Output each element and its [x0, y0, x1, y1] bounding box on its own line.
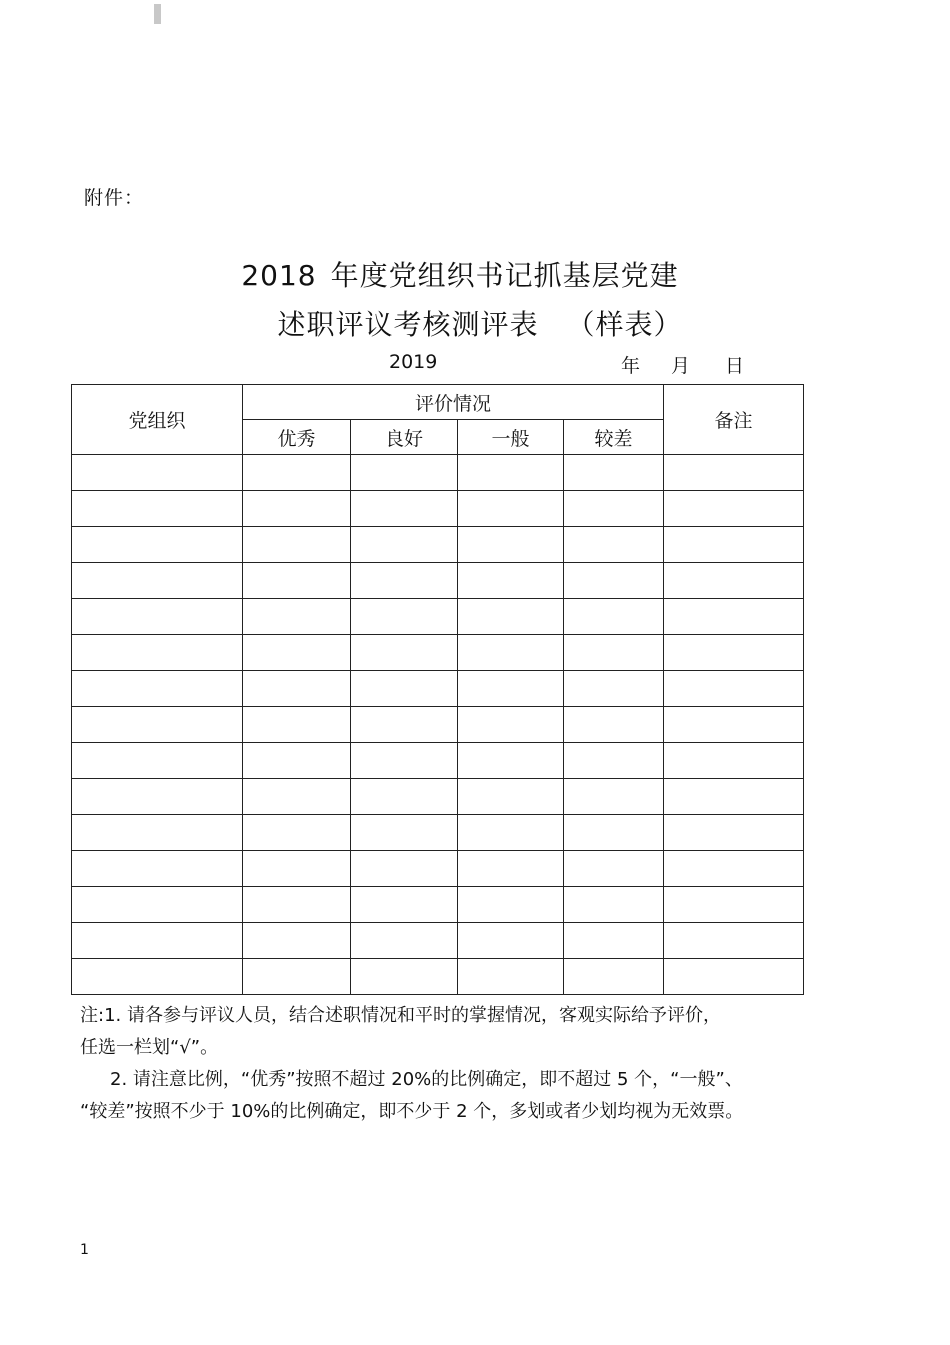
cell-average[interactable]	[458, 707, 564, 743]
cell-poor[interactable]	[564, 527, 664, 563]
cell-good[interactable]	[351, 527, 458, 563]
cell-organization[interactable]	[72, 563, 243, 599]
table-row	[72, 491, 804, 527]
cell-poor[interactable]	[564, 455, 664, 491]
header-average: 一般	[458, 420, 564, 455]
cell-good[interactable]	[351, 923, 458, 959]
cell-organization[interactable]	[72, 671, 243, 707]
date-day-label: 日	[725, 355, 745, 377]
table-row	[72, 671, 804, 707]
title-line-1	[0, 254, 935, 294]
cell-good[interactable]	[351, 779, 458, 815]
cell-average[interactable]	[458, 851, 564, 887]
header-party-organization: 党组织	[72, 385, 243, 455]
cell-organization[interactable]	[72, 527, 243, 563]
cell-organization[interactable]	[72, 815, 243, 851]
note-line-3: 2. 请注意比例，“优秀”按照不超过 20%的比例确定，即不超过 5 个，“一般”、	[110, 1069, 743, 1090]
title-year: 2018	[241, 259, 317, 292]
cell-average[interactable]	[458, 815, 564, 851]
cell-average[interactable]	[458, 599, 564, 635]
cell-average[interactable]	[458, 743, 564, 779]
cell-poor[interactable]	[564, 887, 664, 923]
cell-organization[interactable]	[72, 743, 243, 779]
page-number: 1	[80, 1242, 89, 1258]
cell-poor[interactable]	[564, 491, 664, 527]
cell-organization[interactable]	[72, 851, 243, 887]
note-line-4: “较差”按照不少于 10%的比例确定，即不少于 2 个，多划或者少划均视为无效票。	[80, 1101, 744, 1122]
cell-remarks[interactable]	[664, 491, 804, 527]
cell-poor[interactable]	[564, 707, 664, 743]
cell-organization[interactable]	[72, 635, 243, 671]
cell-poor[interactable]	[564, 779, 664, 815]
attachment-label: 附件：	[84, 187, 145, 209]
cell-poor[interactable]	[564, 635, 664, 671]
table-row	[72, 527, 804, 563]
cell-organization[interactable]	[72, 887, 243, 923]
table-row	[72, 887, 804, 923]
cell-excellent[interactable]	[243, 815, 351, 851]
cell-average[interactable]	[458, 563, 564, 599]
cell-excellent[interactable]	[243, 779, 351, 815]
cell-average[interactable]	[458, 779, 564, 815]
cell-organization[interactable]	[72, 923, 243, 959]
cell-remarks[interactable]	[664, 599, 804, 635]
cell-good[interactable]	[351, 851, 458, 887]
cell-remarks[interactable]	[664, 779, 804, 815]
cell-poor[interactable]	[564, 563, 664, 599]
cell-good[interactable]	[351, 455, 458, 491]
table-row	[72, 959, 804, 995]
date-month-label: 月	[671, 355, 691, 377]
cell-remarks[interactable]	[664, 707, 804, 743]
cell-average[interactable]	[458, 959, 564, 995]
cell-organization[interactable]	[72, 491, 243, 527]
cell-excellent[interactable]	[243, 959, 351, 995]
cell-poor[interactable]	[564, 599, 664, 635]
cell-remarks[interactable]	[664, 923, 804, 959]
cell-average[interactable]	[458, 527, 564, 563]
cell-excellent[interactable]	[243, 563, 351, 599]
cell-remarks[interactable]	[664, 887, 804, 923]
cell-remarks[interactable]	[664, 815, 804, 851]
scan-artifact-mark	[154, 4, 161, 24]
title-line-1-text: 年度党组织书记抓基层党建	[330, 259, 679, 292]
cell-good[interactable]	[351, 671, 458, 707]
title-line-2-text: 述职评议考核测评表	[277, 308, 539, 341]
cell-excellent[interactable]	[243, 923, 351, 959]
table-row	[72, 815, 804, 851]
cell-organization[interactable]	[72, 707, 243, 743]
cell-average[interactable]	[458, 887, 564, 923]
cell-excellent[interactable]	[243, 671, 351, 707]
table-row	[72, 599, 804, 635]
cell-excellent[interactable]	[243, 743, 351, 779]
note-line-2: 任选一栏划“√”。	[80, 1037, 219, 1058]
cell-excellent[interactable]	[243, 455, 351, 491]
cell-organization[interactable]	[72, 455, 243, 491]
cell-excellent[interactable]	[243, 707, 351, 743]
cell-good[interactable]	[351, 887, 458, 923]
cell-average[interactable]	[458, 671, 564, 707]
cell-average[interactable]	[458, 635, 564, 671]
cell-organization[interactable]	[72, 959, 243, 995]
cell-good[interactable]	[351, 491, 458, 527]
table-row	[72, 923, 804, 959]
cell-excellent[interactable]	[243, 599, 351, 635]
header-good: 良好	[351, 420, 458, 455]
header-excellent: 优秀	[243, 420, 351, 455]
cell-average[interactable]	[458, 455, 564, 491]
cell-remarks[interactable]	[664, 743, 804, 779]
cell-good[interactable]	[351, 563, 458, 599]
cell-average[interactable]	[458, 923, 564, 959]
cell-excellent[interactable]	[243, 887, 351, 923]
cell-excellent[interactable]	[243, 635, 351, 671]
cell-poor[interactable]	[564, 815, 664, 851]
table-body	[72, 455, 804, 995]
cell-poor[interactable]	[564, 671, 664, 707]
cell-poor[interactable]	[564, 959, 664, 995]
cell-good[interactable]	[351, 707, 458, 743]
cell-excellent[interactable]	[243, 527, 351, 563]
cell-remarks[interactable]	[664, 635, 804, 671]
evaluation-table	[71, 384, 804, 995]
cell-remarks[interactable]	[664, 671, 804, 707]
header-remarks: 备注	[664, 385, 804, 455]
cell-good[interactable]	[351, 959, 458, 995]
cell-excellent[interactable]	[243, 851, 351, 887]
cell-good[interactable]	[351, 743, 458, 779]
cell-organization[interactable]	[72, 779, 243, 815]
cell-remarks[interactable]	[664, 851, 804, 887]
title-sample-tag: （样表）	[566, 308, 683, 341]
cell-remarks[interactable]	[664, 527, 804, 563]
cell-average[interactable]	[458, 491, 564, 527]
table-row	[72, 707, 804, 743]
date-year-label: 年	[621, 355, 641, 377]
notes-section	[80, 1000, 880, 1128]
table-row	[72, 851, 804, 887]
cell-organization[interactable]	[72, 599, 243, 635]
table-row	[72, 779, 804, 815]
title-line-2	[5, 303, 950, 343]
cell-remarks[interactable]	[664, 563, 804, 599]
date-year: 2019	[389, 351, 438, 373]
cell-remarks[interactable]	[664, 455, 804, 491]
table-row	[72, 743, 804, 779]
table-row	[72, 635, 804, 671]
cell-poor[interactable]	[564, 923, 664, 959]
table-row	[72, 455, 804, 491]
cell-good[interactable]	[351, 815, 458, 851]
cell-poor[interactable]	[564, 851, 664, 887]
cell-poor[interactable]	[564, 743, 664, 779]
cell-good[interactable]	[351, 599, 458, 635]
cell-good[interactable]	[351, 635, 458, 671]
header-poor: 较差	[564, 420, 664, 455]
table-row	[72, 563, 804, 599]
cell-remarks[interactable]	[664, 959, 804, 995]
cell-excellent[interactable]	[243, 491, 351, 527]
note-line-1: 注:1. 请各参与评议人员，结合述职情况和平时的掌握情况，客观实际给予评价，	[80, 1005, 721, 1026]
header-evaluation-group: 评价情况	[243, 385, 664, 420]
